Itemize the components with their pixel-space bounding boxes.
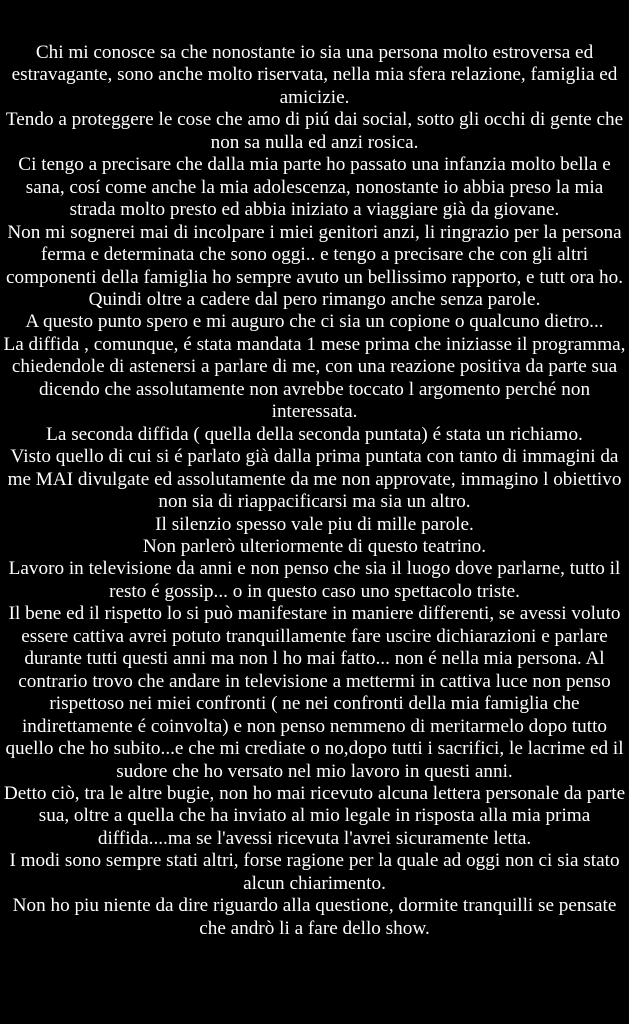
paragraph-intro: Chi mi conosce sa che nonostante io sia una persona molto estroversa ed estravagante, sono anche molto riservata, nella mia sfera relazione, famiglia ed amicizie. <box>11 42 618 108</box>
paragraph-letter: Detto ciò, tra le altre bugie, non ho mai ricevuto alcuna lettera personale da parte sua, oltre a quella che ha inviato al mio legale in risposta alla mia prima diffida....ma se l'avessi ricevuta l'avrei sicuramente letta. <box>3 782 626 849</box>
paragraph-script: A questo punto spero e mi auguro che ci sia un copione o qualcuno dietro... <box>25 311 604 333</box>
paragraph-no-further: Non parlerò ulteriormente di questo teatrino. <box>142 535 487 557</box>
paragraph-first-notice: La diffida , comunque, é stata mandata 1 mese prima che iniziasse il programma, chiedendole di astenersi a parlare di me, con una reazione positiva da parte sua dicendo che assolutamente non avrebbe toccato l argomento perché non interessata. <box>3 333 626 423</box>
paragraph-speechless: Quindi oltre a cadere dal pero rimango anche senza parole. <box>88 288 541 310</box>
paragraph-second-notice: La seconda diffida ( quella della seconda puntata) é stata un richiamo. <box>46 423 583 445</box>
paragraph-silence: Il silenzio spesso vale piu di mille parole. <box>155 513 474 535</box>
paragraph-protect: Tendo a proteggere le cose che amo di piú dai social, sotto gli occhi di gente che non sa nulla ed anzi rosica. <box>5 109 624 153</box>
paragraph-childhood: Ci tengo a precisare che dalla mia parte ho passato una infanzia molto bella e sana, cosí come anche la mia adolescenza, nonostante io abbia preso la mia strada molto presto ed abbia iniziato a viaggiare già da giovane. <box>18 154 611 221</box>
paragraph-respect: Il bene ed il rispetto lo si può manifestare in maniere differenti, se avessi voluto essere cattiva avrei potuto tranquillamente fare uscire dichiarazioni e parlare durante tutti questi anni ma non l ho mai fatto... non é nella mia persona. Al contrario trovo che andare in televisione a mettermi in cattiva luce non penso rispettoso nei miei confronti ( ne nei confronti della mia famiglia che indirettamente é coinvolta) e non penso nemmeno di meritarmelo dopo tutto quello che ho subito...e che mi crediate o no,dopo tutti i sacrifici, le lacrime ed il sudore che ho versato nel mio lavoro in questi anni. <box>5 603 624 782</box>
paragraph-ways: I modi sono sempre stati altri, forse ragione per la quale ad oggi non ci sia stato alcun chiarimento. <box>9 850 620 894</box>
paragraph-television: Lavoro in televisione da anni e non penso che sia il luogo dove parlarne, tutto il resto é gossip... o in questo caso uno spettacolo triste. <box>8 558 621 602</box>
paragraph-parents: Non mi sognerei mai di incolpare i miei genitori anzi, li ringrazio per la persona ferma e determinata che sono oggi.. e tengo a precisare che con gli altri componenti della famiglia ho sempre avuto un bellissimo rapporto, e tutt ora ho. <box>5 221 624 288</box>
paragraph-images: Visto quello di cui si é parlato già dalla prima puntata con tanto di immagini da me MAI divulgate ed assolutamente da me non approvate, immagino l obiettivo non sia di riappacificarsi ma sia un altro. <box>7 446 622 513</box>
paragraph-closing: Non ho piu niente da dire riguardo alla questione, dormite tranquilli se pensate che andrò li a fare dello show. <box>12 895 617 939</box>
story-text-block <box>3 42 626 940</box>
